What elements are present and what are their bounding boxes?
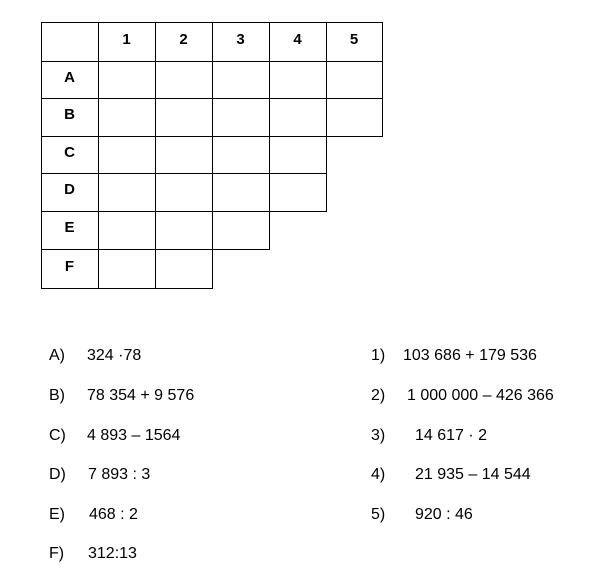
column-header-2: 2	[179, 30, 188, 48]
left-item-expression: 324 ·78	[87, 347, 142, 364]
answer-cell	[326, 98, 383, 137]
answer-cell	[326, 61, 383, 99]
answer-cell	[155, 98, 213, 137]
corner-cell	[41, 22, 99, 62]
left-item-expression: 7 893 : 3	[88, 466, 151, 483]
left-item-expression: 78 354 + 9 576	[87, 387, 195, 404]
row-header-f: F	[64, 257, 75, 275]
answer-cell	[212, 136, 270, 174]
left-item-expression: 468 : 2	[89, 506, 138, 523]
right-item-label: 5)	[371, 506, 386, 523]
right-item-expression: 1 000 000 – 426 366	[407, 387, 554, 404]
row-header-a: A	[64, 68, 75, 86]
left-item-expression: 312:13	[88, 545, 137, 562]
answer-cell	[269, 173, 327, 212]
left-item-label: B)	[49, 387, 65, 404]
row-header-e: E	[64, 219, 75, 236]
left-item-label: F)	[49, 545, 65, 562]
right-item-label: 2)	[371, 387, 386, 404]
right-item-expression: 103 686 + 179 536	[403, 347, 537, 364]
left-item-label: D)	[49, 466, 66, 483]
answer-cell	[98, 136, 156, 174]
answer-cell	[269, 136, 327, 174]
row-header-b: B	[64, 106, 75, 123]
left-item-label: A)	[49, 347, 65, 364]
answer-cell	[155, 61, 213, 99]
answer-cell	[98, 61, 156, 99]
answer-cell	[212, 211, 270, 250]
row-header-c: C	[64, 143, 75, 161]
right-item-expression: 920 : 46	[415, 506, 473, 523]
answer-cell	[98, 173, 156, 212]
column-header-4: 4	[293, 30, 302, 48]
answer-cell	[98, 249, 156, 289]
column-header-5: 5	[349, 30, 359, 48]
answer-cell	[155, 211, 213, 250]
answer-cell	[212, 98, 270, 137]
answer-cell	[98, 211, 156, 250]
answer-cell	[212, 61, 270, 99]
right-item-expression: 21 935 – 14 544	[415, 466, 531, 483]
row-header-d: D	[64, 181, 75, 198]
answer-cell	[269, 98, 327, 137]
answer-cell	[269, 61, 327, 99]
right-item-label: 4)	[371, 466, 386, 483]
right-item-label: 3)	[371, 427, 386, 444]
left-item-label: E)	[49, 506, 65, 523]
left-item-label: C)	[49, 427, 66, 444]
left-item-expression: 4 893 – 1564	[87, 427, 181, 444]
column-header-1: 1	[122, 30, 131, 48]
column-header-3: 3	[236, 30, 245, 48]
answer-cell	[155, 136, 213, 174]
right-item-label: 1)	[371, 347, 386, 364]
right-item-expression: 14 617 · 2	[415, 427, 488, 444]
answer-cell	[155, 249, 213, 289]
answer-cell	[98, 98, 156, 137]
answer-cell	[212, 173, 270, 212]
answer-cell	[155, 173, 213, 212]
